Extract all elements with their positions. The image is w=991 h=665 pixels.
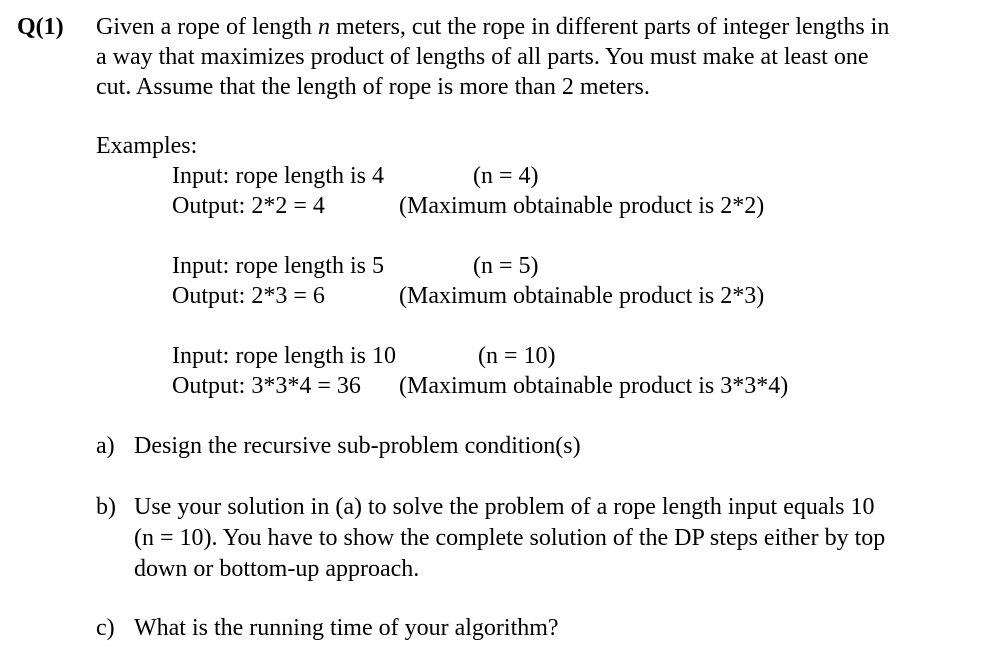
part-c-text <box>134 613 974 644</box>
part-a-letter: a) <box>96 433 115 459</box>
examples-heading: Examples: <box>96 133 198 159</box>
part-c-letter: c) <box>96 615 115 641</box>
example-3-n-note: (n = 10) <box>478 343 556 369</box>
question-line-1-end: meters, cut the rope in different parts of integer lengths in <box>329 14 890 40</box>
part-b <box>96 492 976 585</box>
part-b-line-1: Use your solution in (a) to solve the problem of a rope length input equals 10 <box>134 494 875 520</box>
part-b-text <box>134 492 974 585</box>
example-1-input-row <box>0 161 991 191</box>
question-line-2: a way that maximizes product of lengths of all parts. You must make at least one <box>96 44 869 70</box>
question-statement <box>96 12 976 102</box>
example-1-output-row <box>0 191 991 221</box>
example-3-product-note: (Maximum obtainable product is 3*3*4) <box>399 373 789 399</box>
variable-n: n <box>317 14 330 40</box>
part-a-text <box>134 431 974 462</box>
example-3-output-row <box>0 371 991 401</box>
example-2-output-row <box>0 281 991 311</box>
part-b-line-2: (n = 10). You have to show the complete solution of the DP steps either by top <box>134 525 886 551</box>
part-c-line-1: What is the running time of your algorithm? <box>134 615 559 641</box>
example-1-product-note: (Maximum obtainable product is 2*2) <box>399 193 765 219</box>
example-2-input: Input: rope length is 5 <box>172 253 384 279</box>
example-1-n-note: (n = 4) <box>473 163 539 189</box>
example-2-product-note: (Maximum obtainable product is 2*3) <box>399 283 765 309</box>
part-a <box>96 431 976 462</box>
example-3-input-row <box>0 341 991 371</box>
part-b-letter: b) <box>96 494 116 520</box>
example-3-output: Output: 3*3*4 = 36 <box>172 373 361 399</box>
part-c <box>96 613 976 644</box>
example-2-output: Output: 2*3 = 6 <box>172 283 325 309</box>
question-line-1 <box>96 12 976 42</box>
example-3-input: Input: rope length is 10 <box>172 343 396 369</box>
question-line-3: cut. Assume that the length of rope is more than 2 meters. <box>96 74 650 100</box>
example-2-n-note: (n = 5) <box>473 253 539 279</box>
question-number: Q(1) <box>17 14 64 40</box>
question-line-1-start: Given a rope of length <box>96 14 318 40</box>
part-b-line-3: down or bottom-up approach. <box>134 556 420 582</box>
part-a-line-1: Design the recursive sub-problem condition(s) <box>134 433 581 459</box>
example-2-input-row <box>0 251 991 281</box>
example-1-output: Output: 2*2 = 4 <box>172 193 325 219</box>
example-1-input: Input: rope length is 4 <box>172 163 384 189</box>
